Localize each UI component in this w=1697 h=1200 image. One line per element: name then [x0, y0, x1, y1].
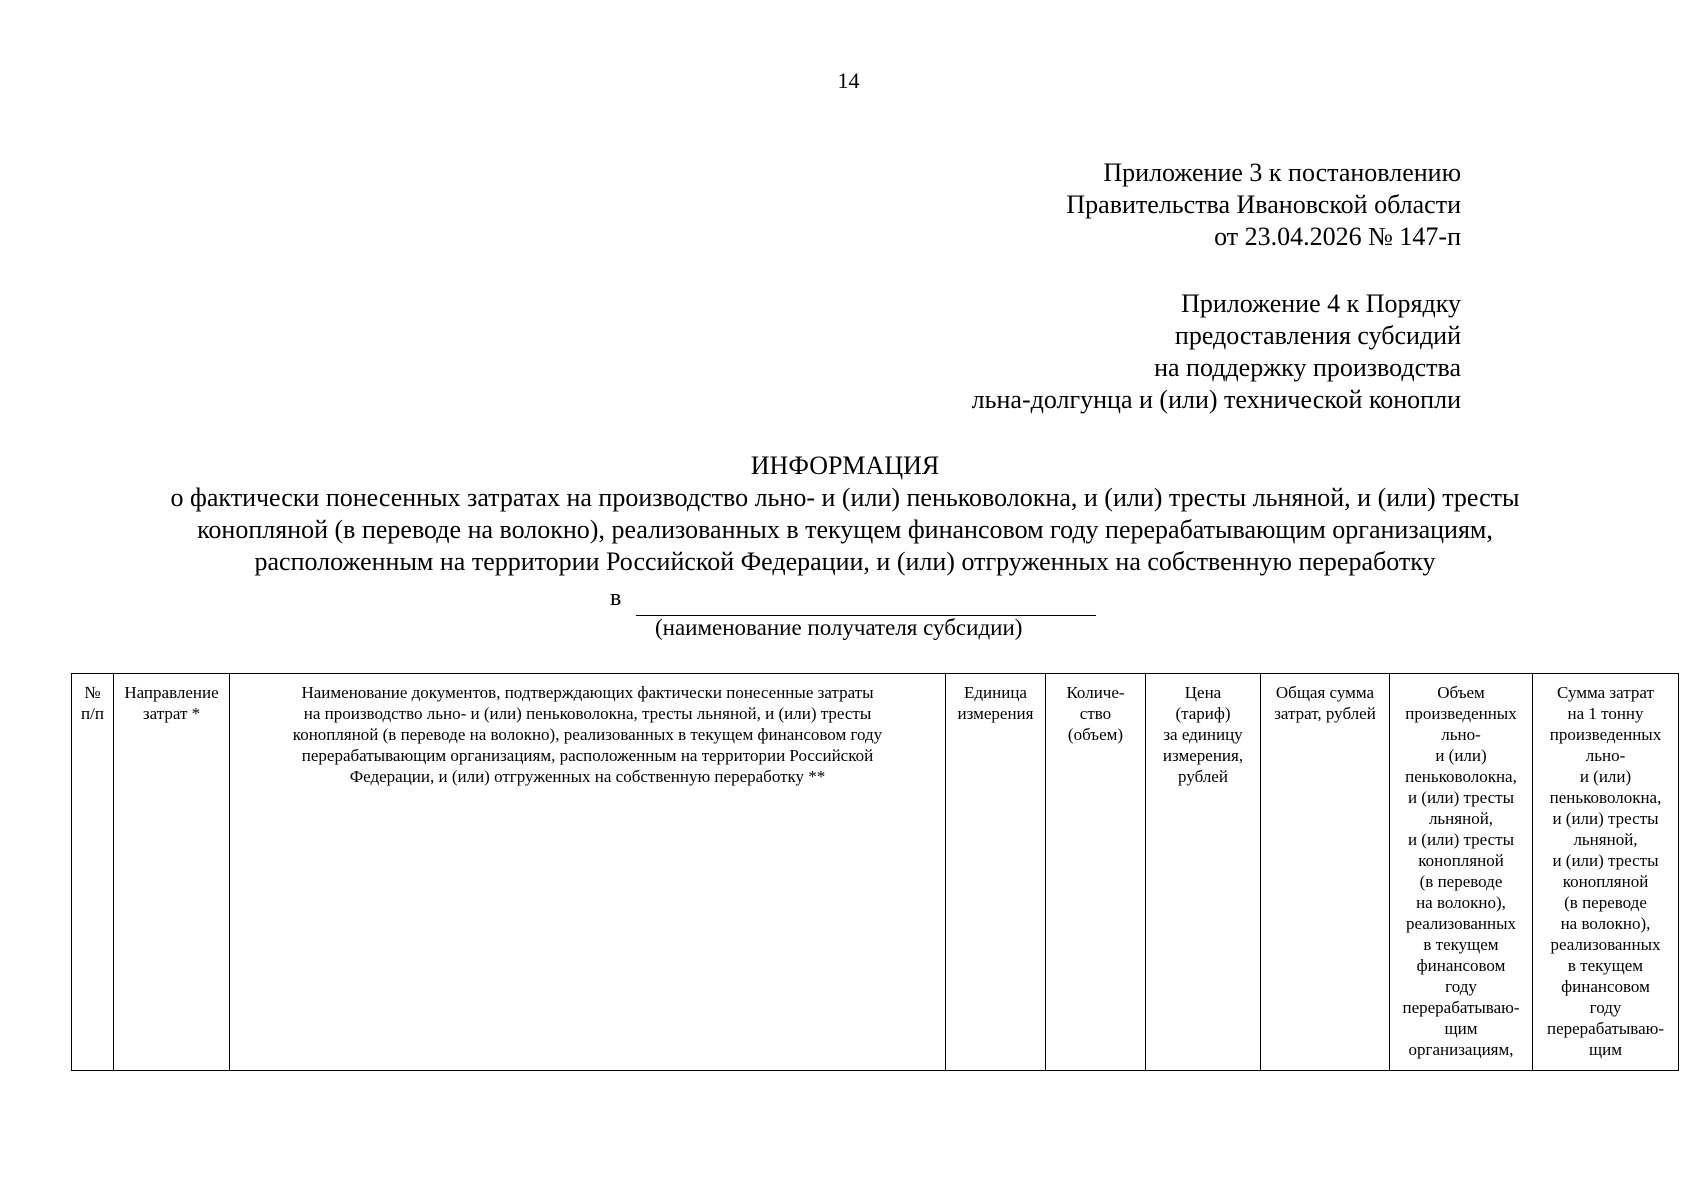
- document-title: [80, 450, 1610, 578]
- appendix-4-line: Приложение 4 к Порядку: [1181, 289, 1461, 318]
- appendix-4-line: на поддержку производства: [1154, 353, 1461, 382]
- document-subtitle-line: расположенным на территории Российской Федерации, и (или) отгруженных на собственную переработку: [254, 547, 1436, 576]
- appendix-3-line: от 23.04.2026 № 147-п: [1214, 222, 1461, 251]
- appendix-3-line: Приложение 3 к постановлению: [1103, 158, 1461, 187]
- document-heading: ИНФОРМАЦИЯ: [750, 451, 940, 480]
- recipient-prefix: в: [610, 585, 622, 611]
- header-cell-documents: Наименование документов, подтверждающих фактически понесенные затраты на производство льно- и (или) пеньковолокна, тресты льняной, и (или) тресты конопляной (в переводе на волокно), реализованных в текущем финансовом году перерабатывающим организациям, расположенным на территории Российской Федерации, и (или) отгруженных на собственную переработку **: [230, 674, 946, 1071]
- appendix-3-line: Правительства Ивановской области: [1066, 190, 1461, 219]
- document-subtitle-line: о фактически понесенных затратах на производство льно- и (или) пеньковолокна, и (или) тресты льняной, и (или) тресты: [170, 483, 1520, 512]
- page-number: 14: [837, 68, 860, 93]
- document-subtitle-line: конопляной (в переводе на волокно), реализованных в текущем финансовом году перерабатывающим организациям,: [197, 515, 1493, 544]
- header-cell-cost-per-ton: Сумма затрат на 1 тонну произведенных льно- и (или) пеньковолокна, и (или) тресты льняной, и (или) тресты конопляной (в переводе на волокно), реализованных в текущем финансовом году перерабатываю- щим: [1533, 674, 1679, 1071]
- header-cell-total: Общая сумма затрат, рублей: [1261, 674, 1390, 1071]
- header-cell-quantity: Количе- ство (объем): [1046, 674, 1146, 1071]
- header-cell-price: Цена (тариф) за единицу измерения, рублей: [1146, 674, 1261, 1071]
- appendix-4-header: [972, 288, 1461, 416]
- header-cell-unit: Единица измерения: [946, 674, 1046, 1071]
- header-cell-number: № п/п: [72, 674, 114, 1071]
- appendix-4-line: льна-долгунца и (или) технической конопли: [971, 385, 1461, 414]
- costs-table: [71, 673, 1679, 1071]
- appendix-3-header: [1066, 157, 1461, 253]
- header-cell-volume: Объем произведенных льно- и (или) пеньковолокна, и (или) тресты льняной, и (или) тресты конопляной (в переводе на волокно), реализованных в текущем финансовом году перерабатываю- щим организациям,: [1390, 674, 1533, 1071]
- appendix-4-line: предоставления субсидий: [1174, 321, 1461, 350]
- table-header-row: [72, 674, 1679, 1071]
- recipient-caption: (наименование получателя субсидии): [655, 615, 1023, 640]
- header-cell-cost-direction: Направление затрат *: [114, 674, 230, 1071]
